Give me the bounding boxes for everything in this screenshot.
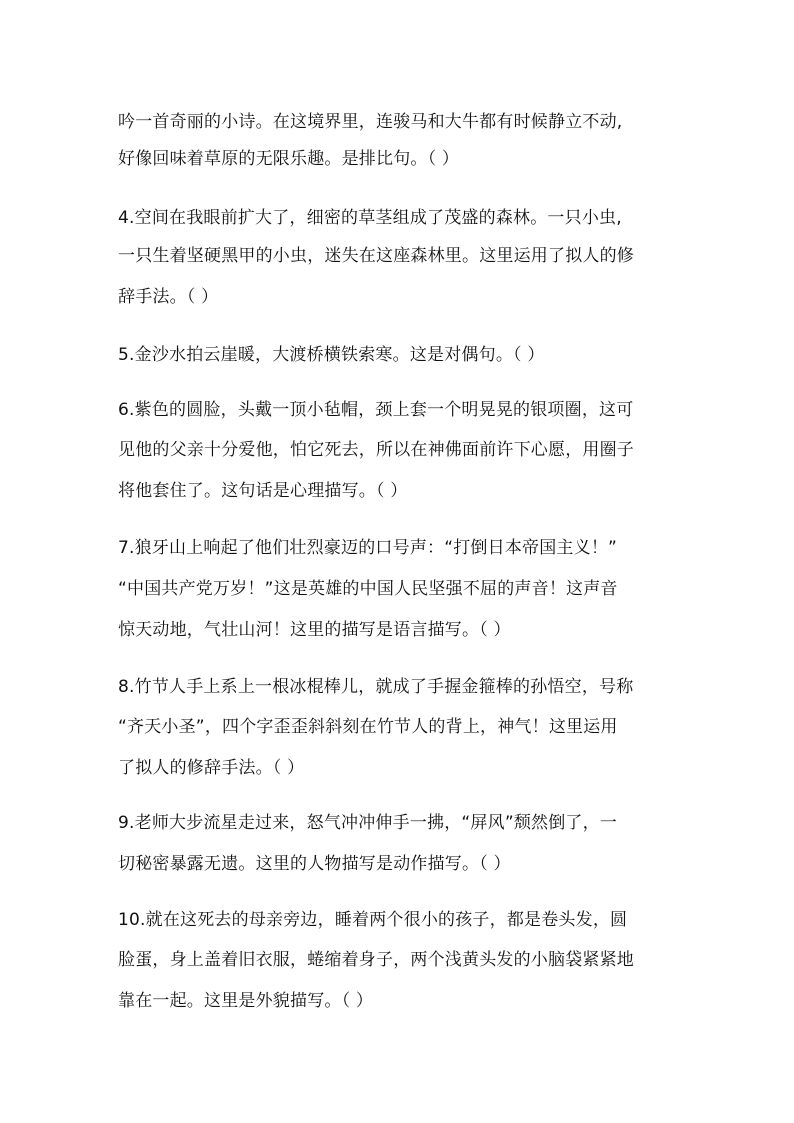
question-9-line-1: 9.老师大步流星走过来，怒气冲冲伸手一拂，“屏风”颓然倒了，一 <box>118 813 618 833</box>
question-10-line-1: 10.就在这死去的母亲旁边，睡着两个很小的孩子，都是卷头发，圆 <box>118 910 628 930</box>
question-6-line-3: 将他套住了。这句话是心理描写。（ ） <box>118 481 408 501</box>
question-6-line-2: 见他的父亲十分爱他，怕它死去，所以在神佛面前许下心愿，用圈子 <box>118 440 634 460</box>
question-6-line-1: 6.紫色的圆脸，头戴一顶小毡帽，颈上套一个明晃晃的银项圈，这可 <box>118 400 634 420</box>
question-8-line-3: 了拟人的修辞手法。（ ） <box>118 758 305 778</box>
text-line: 好像回味着草原的无限乐趣。是排比句。（ ） <box>118 149 460 169</box>
question-8-line-2: “齐天小圣”，四个字歪歪斜斜刻在竹节人的背上，神气！这里运用 <box>118 717 618 737</box>
question-7-line-1: 7.狼牙山上响起了他们壮烈豪迈的口号声：“打倒日本帝国主义！” <box>118 538 618 558</box>
question-4-line-3: 辞手法。（ ） <box>118 287 219 307</box>
question-10-line-3: 靠在一起。这里是外貌描写。（ ） <box>118 991 374 1011</box>
question-7-line-2: “中国共产党万岁！”这是英雄的中国人民坚强不屈的声音！这声音 <box>118 579 618 599</box>
question-10-line-2: 脸蛋，身上盖着旧衣服，蜷缩着身子，两个浅黄头发的小脑袋紧紧地 <box>118 950 634 970</box>
question-9-line-2: 切秘密暴露无遗。这里的人物描写是动作描写。（ ） <box>118 854 511 874</box>
question-5-line-1: 5.金沙水拍云崖暖，大渡桥横铁索寒。这是对偶句。（ ） <box>118 345 545 365</box>
text-line: 吟一首奇丽的小诗。在这境界里，连骏马和大牛都有时候静立不动, <box>118 112 623 132</box>
question-4-line-1: 4.空间在我眼前扩大了，细密的草茎组成了茂盛的森林。一只小虫, <box>118 208 622 228</box>
question-4-line-2: 一只生着坚硬黑甲的小虫，迷失在这座森林里。这里运用了拟人的修 <box>118 246 634 266</box>
question-7-line-3: 惊天动地，气壮山河！这里的描写是语言描写。（ ） <box>118 620 511 640</box>
question-8-line-1: 8.竹节人手上系上一根冰棍棒儿，就成了手握金箍棒的孙悟空，号称 <box>118 677 634 697</box>
